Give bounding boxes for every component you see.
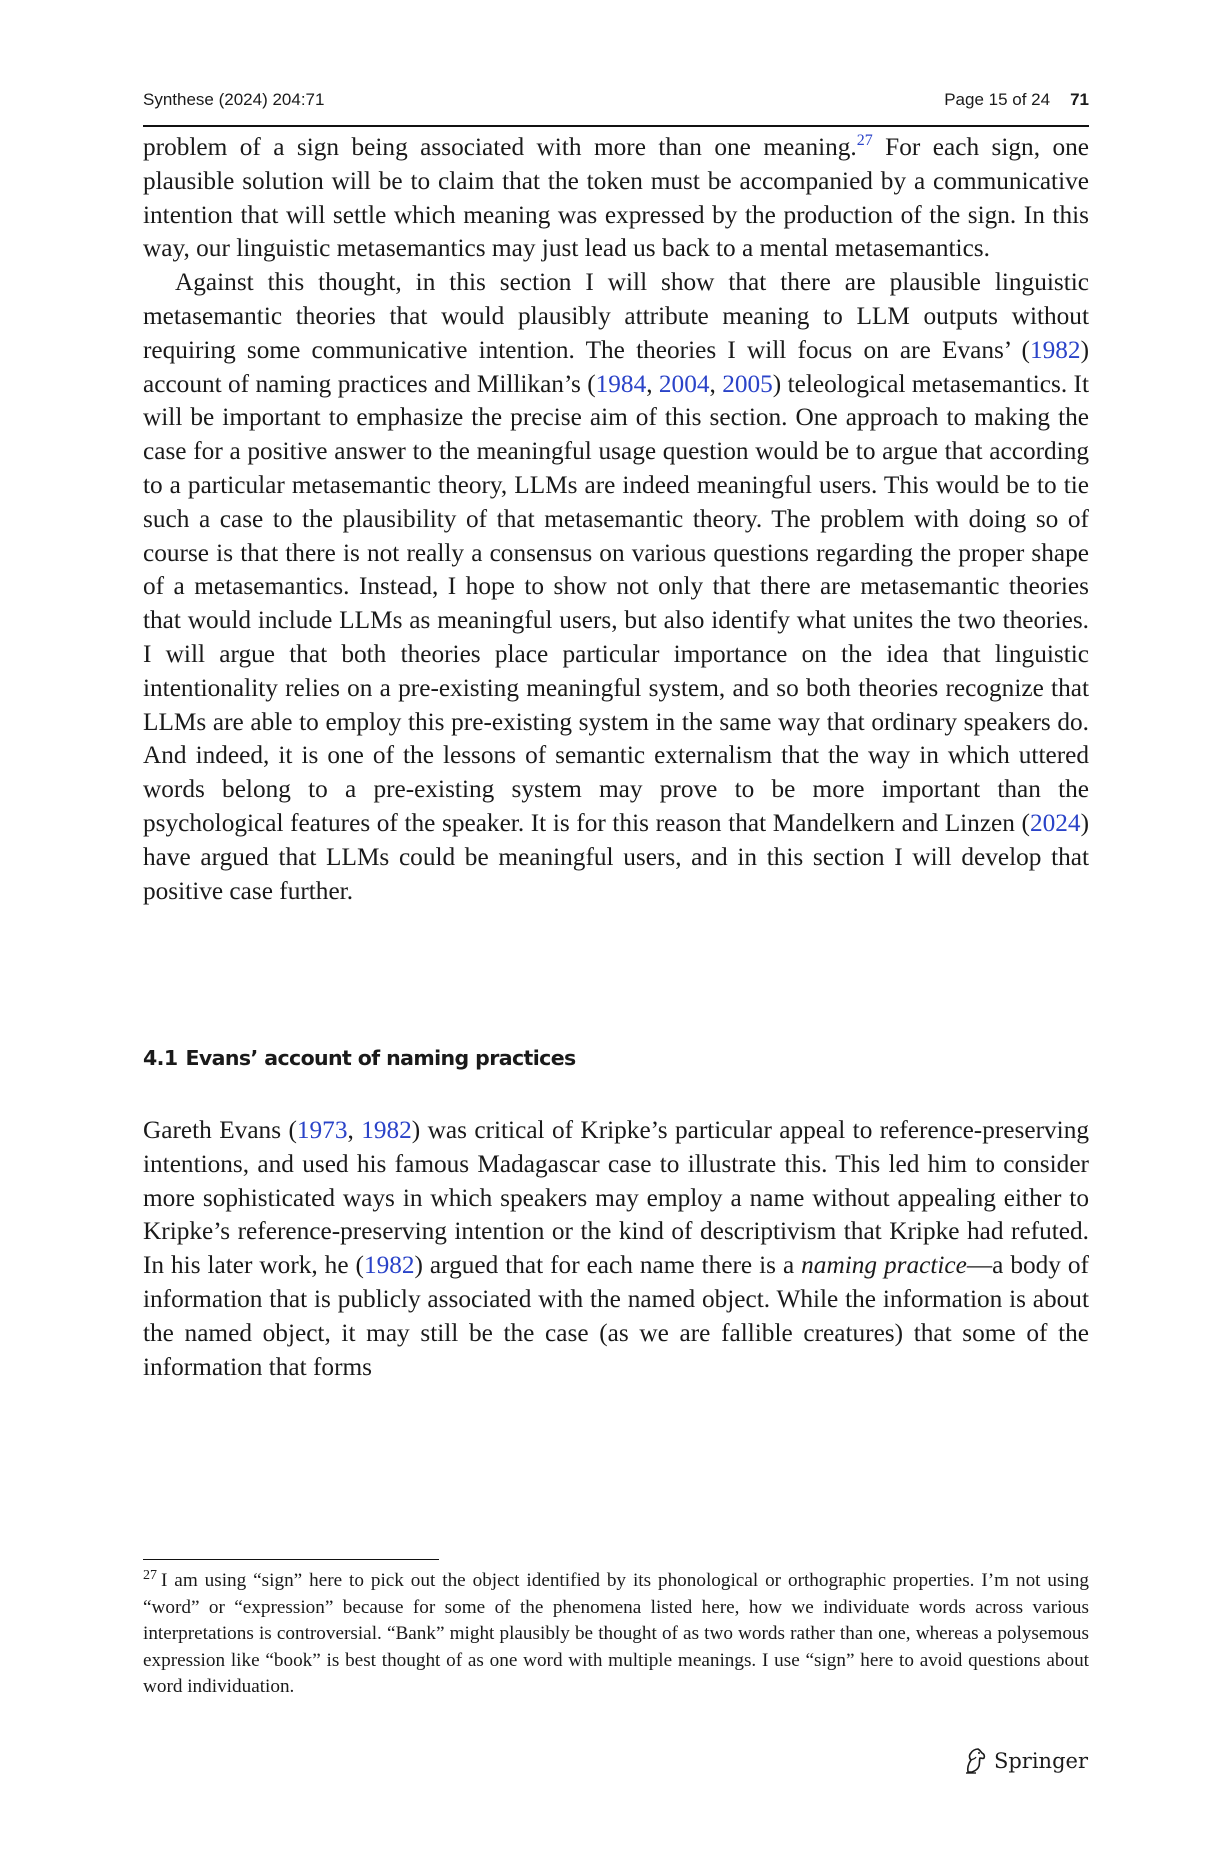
springer-horse-icon [962,1747,988,1775]
citation-link[interactable]: 1982 [361,1116,412,1144]
citation-link[interactable]: 1973 [296,1116,348,1144]
section-heading [143,1046,576,1070]
text-run: —a body of information that is publicly associated with the named object. While the information is about the named object, it may still be the case (as we are fallible creatures) that some of the information that forms [143,1251,1089,1381]
text-run: For each sign, one plausible solution will be to claim that the token must be accompanied by a communicative intention that will settle which meaning was expressed by the production of the sign. In this way, our linguistic metasemantics may just lead us back to a mental metasemantics. [143,133,1089,263]
page-label: Page 15 of 24 [944,90,1051,109]
text-run: problem of a sign being associated with more than one meaning. [143,133,857,161]
text-run: ) argued that for each name there is a [414,1251,802,1280]
text-run: Gareth Evans ( [143,1116,297,1144]
body-block-2 [143,1114,1089,1384]
section-number: 4.1 [143,1046,178,1070]
header-rule [143,125,1089,127]
citation-link[interactable]: 1982 [1029,335,1081,364]
footnote-number: 27 [143,1568,157,1583]
section-title: Evans’ account of naming practices [185,1046,576,1070]
footnote-27 [143,1568,1089,1701]
paragraph-1 [143,131,1089,266]
text-run: , [646,369,659,398]
citation-link[interactable]: 1982 [363,1251,415,1280]
emphasis: naming practice [801,1251,967,1280]
paragraph-3 [143,1114,1089,1384]
page-info [944,90,1089,110]
running-head [143,90,1089,110]
text-run: ) teleological metasemantics. It will be important to emphasize the precise aim of this section. One approach to making the case for a positive answer to the meaningful usage question would be to argue that according to a particular metasemantic theory, LLMs are indeed meaningful users. This would be to tie such a case to the plausibility of that metasemantic theory. The problem with doing so of course is that there is not really a consensus on various questions regarding the proper shape of a metasemantics. Instead, I hope to show not only that there are metasemantic theories that would include LLMs as meaningful users, but also identify what unites the two theories. I will argue that both theories place particular importance on the idea that linguistic intentionality relies on a pre-existing meaningful system, and so both theories recognize that LLMs are able to employ this pre-existing system in the same way that ordinary speakers do. And indeed, it is one of the lessons of semantic externalism that the way in which uttered words belong to a pre-existing system may prove to be more important than the psychological features of the speaker. It is for this reason that Mandelkern and Linzen ( [143,369,1089,837]
text-run: , [709,369,723,398]
page-number: 71 [1070,90,1089,109]
publisher-name: Springer [993,1749,1088,1773]
footnote-rule [143,1559,439,1560]
journal-citation: Synthese (2024) 204:71 [143,90,325,109]
citation-link[interactable]: 2024 [1029,808,1081,837]
text-run: ) have argued that LLMs could be meaningful users, and in this section I will develop that positive case further. [143,808,1089,905]
text-run: , [347,1116,362,1144]
text-run: ) was critical of Kripke’s particular appeal to reference-preserving intentions, and used his famous Madagascar case to illustrate this. This led him to consider more sophisticated ways in which speakers may employ a name without appealing either to Kripke’s reference-preserving intention or the kind of descriptivism that Kripke had refuted. In his later work, he ( [143,1116,1089,1280]
footnote-text: I am using “sign” here to pick out the object identified by its phonological or orthographic properties. I’m not using “word” or “expression” because for some of the phenomena listed here, how we individuate words across various interpretations is controversial. “Bank” might plausibly be thought of as two words rather than one, whereas a polysemous expression like “book” is best thought of as one word with multiple meanings. I use “sign” here to avoid questions about word individuation. [143,1570,1089,1697]
citation-link[interactable]: 2005 [722,369,773,398]
text-run: Against this thought, in this section I will show that there are plausible linguistic metasemantic theories that would plausibly attribute meaning to LLM outputs without requiring some communicative intention. The theories I will focus on are Evans’ ( [143,268,1089,364]
text-run: ) account of naming practices and Millikan’s ( [143,335,1089,398]
publisher-logo [962,1747,1088,1775]
citation-link[interactable]: 1984 [595,369,647,398]
citation-link[interactable]: 2004 [658,369,710,398]
paragraph-2 [143,266,1089,908]
body-block-1 [143,131,1089,908]
footnote-ref-27[interactable]: 27 [856,132,873,149]
